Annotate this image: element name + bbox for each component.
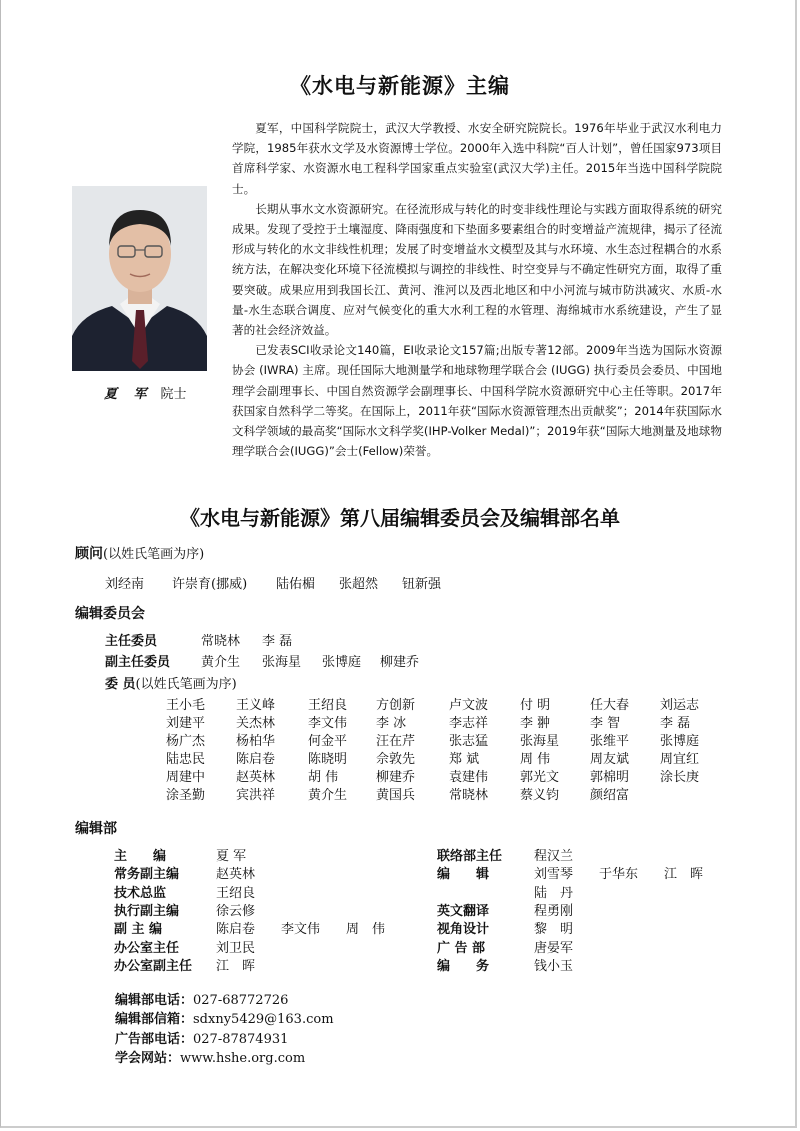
board-member-name: 李志祥: [449, 716, 489, 731]
board-member-name: 杨广杰: [166, 734, 206, 749]
board-member-name: 汪在芹: [376, 734, 416, 749]
editorial-left-role-label: 副 主 编: [114, 922, 163, 938]
editorial-left-role-label: 办公室副主任: [114, 958, 193, 974]
board-member-name: 王绍良: [308, 698, 348, 713]
chief-editor-name: 夏 军: [104, 387, 153, 402]
advisors-heading: [75, 543, 204, 563]
board-member-name: 张海星: [520, 734, 560, 749]
board-director-label: 主任委员: [105, 634, 158, 649]
board-vice-name: 柳建乔: [380, 655, 420, 670]
board-member-name: 胡 伟: [308, 770, 339, 785]
board-member-name: 杨柏华: [236, 734, 276, 749]
advisor-name: 钮新强: [402, 577, 442, 592]
contact-value: 027-68772726: [193, 993, 289, 1008]
board-member-name: 周友斌: [590, 752, 630, 767]
board-vice-label: 副主任委员: [105, 655, 171, 670]
board-vice-name: 黄介生: [201, 655, 241, 670]
contact-key: 编辑部信箱：: [115, 1012, 194, 1028]
bio-paragraph: 已发表SCI收录论文140篇，EI收录论文157篇;出版专著12部。2009年当选为国际水资源协会 (IWRA) 主席。现任国际大地测量学和地球物理学联合会 (IUGG) 执行委员会委员、中国地理学会副理事长、中国自然资源学会副理事长、中国科学院水资源研究中心主任等职。2017年获国家自然科学二等奖。在国际上，2011年获“国际水资源管理杰出贡献奖”；2014年获国际水文科学领域的最高奖“国际水文科学奖(IHP-Volker Medal)”；2019年获“国际大地测量及地球物理学联合会(IUGG)”会士(Fellow)荣誉。: [232, 343, 722, 459]
editorial-left-staff-name: 江 晖: [216, 958, 256, 974]
board-member-name: 郭棉明: [590, 770, 630, 785]
editorial-left-role-label: 技术总监: [114, 885, 167, 901]
advisor-name: 刘经南: [105, 577, 145, 592]
editorial-left-staff-name: 赵英林: [216, 867, 256, 883]
contact-value: sdxny5429@163.com: [193, 1012, 334, 1028]
board-members-label: [105, 673, 237, 692]
contact-key: 编辑部电话：: [115, 993, 194, 1008]
contact-row: [115, 989, 288, 1008]
editorial-left-role-label: 常务副主编: [114, 867, 180, 883]
board-member-name: 陆忠民: [166, 752, 206, 767]
editorial-left-staff-name: 王绍良: [216, 885, 256, 901]
editorial-right-role-label: 英文翻译: [437, 903, 490, 919]
board-member-name: 黄国兵: [376, 788, 416, 803]
portrait-caption: [104, 383, 187, 402]
contact-key: 学会网站：: [115, 1050, 181, 1066]
editorial-left-role-label: 执行副主编: [114, 903, 180, 919]
board-member-name: 付 明: [520, 698, 551, 713]
editorial-right-staff-name: 刘雪琴 于华东 江 晖: [534, 867, 704, 883]
board-member-name: 卢文波: [449, 698, 489, 713]
editorial-right-staff-name: 唐晏军: [534, 940, 574, 956]
board-member-name: 郭光文: [520, 770, 560, 785]
advisors-heading-text: 顾问: [75, 546, 103, 562]
editorial-left-role-label: 主 编: [114, 849, 167, 864]
board-member-name: 佘敦先: [376, 752, 416, 767]
board-member-name: 周 伟: [520, 752, 551, 767]
board-vice-name: 张博庭: [322, 655, 362, 670]
editorial-left-staff-name: 夏 军: [216, 849, 247, 864]
board-member-name: 周宜红: [660, 752, 700, 767]
advisors-note: (以姓氏笔画为序): [103, 547, 205, 562]
board-member-name: 郑 斌: [449, 752, 480, 767]
editorial-right-staff-name: 程勇刚: [534, 903, 574, 919]
board-member-name: 李 智: [590, 716, 621, 731]
editorial-right-staff-name: 程汉兰: [534, 849, 574, 864]
board-member-name: 张志猛: [449, 734, 489, 749]
board-member-name: 宾洪祥: [236, 788, 276, 803]
board-member-name: 柳建乔: [376, 770, 416, 785]
board-member-name: 张博庭: [660, 734, 700, 749]
board-member-name: 张维平: [590, 734, 630, 749]
advisor-name: 张超然: [339, 577, 379, 592]
board-director-name: 李 磊: [262, 634, 293, 649]
board-vice-name: 张海星: [262, 655, 302, 670]
chief-editor-bio: [232, 118, 722, 461]
board-member-name: 任大春: [590, 698, 630, 713]
board-member-name: 李 冰: [376, 716, 407, 731]
editorial-right-role-label: 视角设计: [437, 922, 490, 938]
board-member-name: 蔡义钧: [520, 788, 560, 803]
board-member-name: 王小毛: [166, 698, 206, 713]
board-member-name: 袁建伟: [449, 770, 489, 785]
board-member-name: 涂长庚: [660, 770, 700, 785]
board-member-name: 李 翀: [520, 716, 551, 731]
board-member-name: 李文伟: [308, 716, 348, 731]
board-member-name: 陈晓明: [308, 752, 348, 767]
board-member-name: 陈启卷: [236, 752, 276, 767]
editorial-heading: 编辑部: [75, 821, 117, 837]
board-member-name: 颜绍富: [590, 788, 630, 803]
board-member-name: 涂圣勤: [166, 788, 206, 803]
editorial-right-role-label: 编 辑: [437, 867, 490, 883]
chief-editor-role: 院士: [160, 387, 187, 402]
editorial-right-staff-name: 黎 明: [534, 922, 574, 938]
editorial-left-staff-name: 刘卫民: [216, 940, 256, 956]
board-member-name: 何金平: [308, 734, 348, 749]
board-member-name: 刘运志: [660, 698, 700, 713]
editorial-right-staff-name: 陆 丹: [534, 885, 574, 901]
editorial-right-role-label: 广 告 部: [437, 940, 486, 956]
editorial-left-staff-name: 陈启卷 李文伟 周 伟: [216, 922, 386, 938]
committee-title: 《水电与新能源》第八届编辑委员会及编辑部名单: [180, 506, 620, 530]
bio-paragraph: 长期从事水文水资源研究。在径流形成与转化的时变非线性理论与实践方面取得系统的研究成果。发现了受控于土壤湿度、降雨强度和下垫面多要素组合的时变增益产流规律，揭示了径流形成与转化的水文非线性机理；发展了时变增益水文模型及其与水环境、水生态过程耦合的水系统方法，在解决变化环境下径流模拟与调控的非线性、时空变异与不确定性研究方面，取得了重要突破。成果应用到我国长江、黄河、淮河以及西北地区和中小河流与城市防洪减灾、水质-水量-水生态联合调度、应对气候变化的重大水利工程的水管理、海绵城市水系统建设，产生了显著的社会经济效益。: [232, 201, 722, 338]
board-member-name: 周建中: [166, 770, 206, 785]
board-member-name: 方创新: [376, 698, 416, 713]
editorial-right-role-label: 编 务: [437, 958, 490, 974]
contact-value: 027-87874931: [193, 1031, 289, 1047]
contact-key: 广告部电话：: [115, 1031, 194, 1047]
contact-row: [115, 1047, 305, 1066]
board-member-name: 王义峰: [236, 698, 276, 713]
editorial-left-role-label: 办公室主任: [114, 940, 180, 956]
contact-row: [115, 1028, 288, 1047]
board-member-name: 关杰林: [236, 716, 276, 731]
bio-paragraph: 夏军，中国科学院院士，武汉大学教授、水安全研究院院长。1976年毕业于武汉水利电力学院，1985年获水文学及水资源博士学位。2000年入选中科院“百人计划”，曾任国家973项目首席科学家、水资源水电工程科学国家重点实验室(武汉大学)主任。2015年当选中国科学院院士。: [232, 121, 722, 196]
contact-row: [115, 1008, 334, 1027]
board-member-name: 刘建平: [166, 716, 206, 731]
board-member-name: 赵英林: [236, 770, 276, 785]
page-title: 《水电与新能源》主编: [290, 74, 510, 98]
board-heading: 编辑委员会: [75, 606, 145, 622]
editorial-right-staff-name: 钱小玉: [534, 958, 574, 974]
portrait-photo: [72, 186, 207, 371]
board-member-name: 常晓林: [449, 788, 489, 803]
advisor-name: 陆佑楣: [276, 577, 316, 592]
editorial-left-staff-name: 徐云修: [216, 903, 256, 919]
board-members-note: (以姓氏笔画为序): [135, 677, 237, 692]
board-member-name: 黄介生: [308, 788, 348, 803]
editorial-right-role-label: 联络部主任: [437, 849, 503, 864]
advisor-name: 许崇育(挪威): [172, 577, 248, 592]
board-member-name: 李 磊: [660, 716, 691, 731]
board-director-name: 常晓林: [201, 634, 241, 649]
board-members-label-text: 委 员: [105, 677, 136, 692]
contact-value: www.hshe.org.com: [180, 1050, 306, 1066]
